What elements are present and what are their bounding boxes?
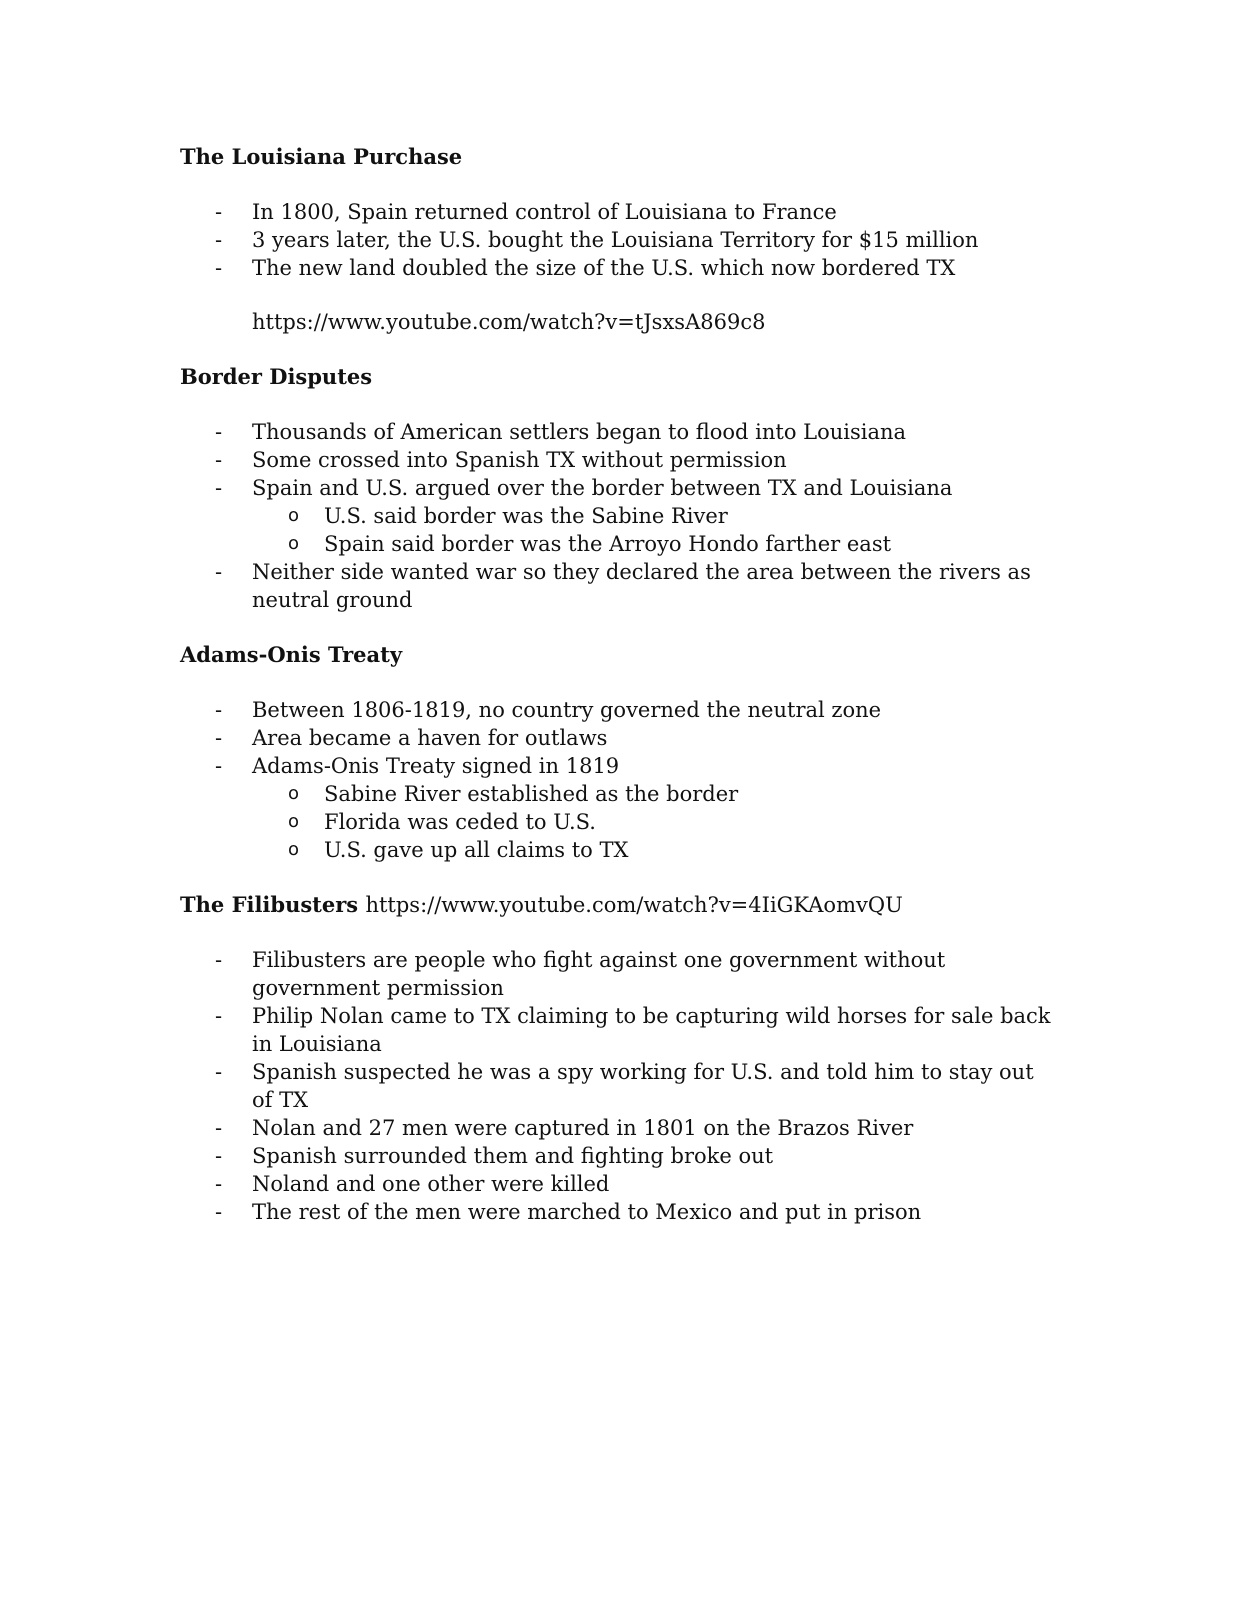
bullet-list	[180, 418, 1060, 614]
section-adams-onis-treaty	[180, 640, 1060, 890]
dash-bullet: -	[215, 698, 223, 722]
dash-bullet: -	[215, 476, 223, 500]
list-item: - Philip Nolan came to TX claiming to be capturing wild horses for sale back in Louisiana	[215, 1004, 1051, 1056]
sub-list-item: o U.S. gave up all claims to TX	[288, 838, 629, 862]
dash-bullet: -	[215, 1200, 223, 1224]
bullet-list	[180, 198, 1060, 282]
dash-bullet: -	[215, 754, 223, 778]
dash-bullet: -	[215, 726, 223, 750]
video-link[interactable]: https://www.youtube.com/watch?v=tJsxsA869c8	[252, 310, 766, 334]
section-border-disputes	[180, 362, 1060, 640]
dash-bullet: -	[215, 948, 223, 972]
sub-bullet-list	[252, 780, 1060, 864]
list-item: - Area became a haven for outlaws	[215, 726, 608, 750]
list-item: - Nolan and 27 men were captured in 1801 on the Brazos River	[215, 1116, 914, 1140]
list-item: - Noland and one other were killed	[215, 1172, 610, 1196]
list-item: - The rest of the men were marched to Mexico and put in prison	[215, 1200, 922, 1224]
dash-bullet: -	[215, 1144, 223, 1168]
dash-bullet: -	[215, 1116, 223, 1140]
dash-bullet: -	[215, 1060, 223, 1084]
sub-list-item: o Spain said border was the Arroyo Hondo farther east	[288, 532, 892, 556]
video-link[interactable]: https://www.youtube.com/watch?v=4IiGKAomvQU	[365, 893, 903, 917]
circle-bullet: o	[288, 533, 300, 554]
sub-list-item: o Sabine River established as the border	[288, 782, 739, 806]
section-heading: The Louisiana Purchase	[180, 144, 463, 169]
dash-bullet: -	[215, 200, 223, 224]
dash-bullet: -	[215, 256, 223, 280]
circle-bullet: o	[288, 811, 300, 832]
list-item: - The new land doubled the size of the U.S. which now bordered TX	[215, 256, 956, 280]
list-item: - Neither side wanted war so they declared the area between the rivers as neutral ground	[215, 560, 1031, 612]
bullet-list	[180, 946, 1060, 1226]
dash-bullet: -	[215, 448, 223, 472]
dash-bullet: -	[215, 1172, 223, 1196]
list-item: - Spanish suspected he was a spy working for U.S. and told him to stay out of TX	[215, 1060, 1034, 1112]
section-filibusters	[180, 890, 1060, 1226]
section-louisiana-purchase	[180, 142, 1060, 362]
dash-bullet: -	[215, 1004, 223, 1028]
dash-bullet: -	[215, 560, 223, 584]
list-item: - 3 years later, the U.S. bought the Louisiana Territory for $15 million	[215, 228, 979, 252]
list-item: - Thousands of American settlers began to flood into Louisiana	[215, 420, 907, 444]
list-item: - Spain and U.S. argued over the border between TX and Louisiana o U.S. said border was the Sabine River o Spain said border was the Arroyo Hondo farther east	[180, 474, 1060, 558]
circle-bullet: o	[288, 505, 300, 526]
dash-bullet: -	[215, 228, 223, 252]
circle-bullet: o	[288, 783, 300, 804]
sub-list-item: o U.S. said border was the Sabine River	[288, 504, 728, 528]
list-item: - Some crossed into Spanish TX without permission	[215, 448, 787, 472]
sub-bullet-list	[252, 502, 1060, 558]
document-page	[180, 142, 1060, 1226]
section-heading: Adams-Onis Treaty	[180, 642, 403, 667]
circle-bullet: o	[288, 839, 300, 860]
list-item: - In 1800, Spain returned control of Louisiana to France	[215, 200, 837, 224]
sub-list-item: o Florida was ceded to U.S.	[288, 810, 596, 834]
bullet-list	[180, 696, 1060, 864]
list-item: - Adams-Onis Treaty signed in 1819 o Sabine River established as the border o Florida was ceded to U.S. o U.S. gave up all claims to TX	[180, 752, 1060, 864]
dash-bullet: -	[215, 420, 223, 444]
section-heading: Border Disputes	[180, 364, 373, 389]
section-heading: The Filibusters https://www.youtube.com/watch?v=4IiGKAomvQU	[180, 892, 903, 917]
list-item: - Spanish surrounded them and fighting broke out	[215, 1144, 774, 1168]
list-item: - Between 1806-1819, no country governed the neutral zone	[215, 698, 882, 722]
list-item: - Filibusters are people who fight against one government without government permission	[215, 948, 946, 1000]
